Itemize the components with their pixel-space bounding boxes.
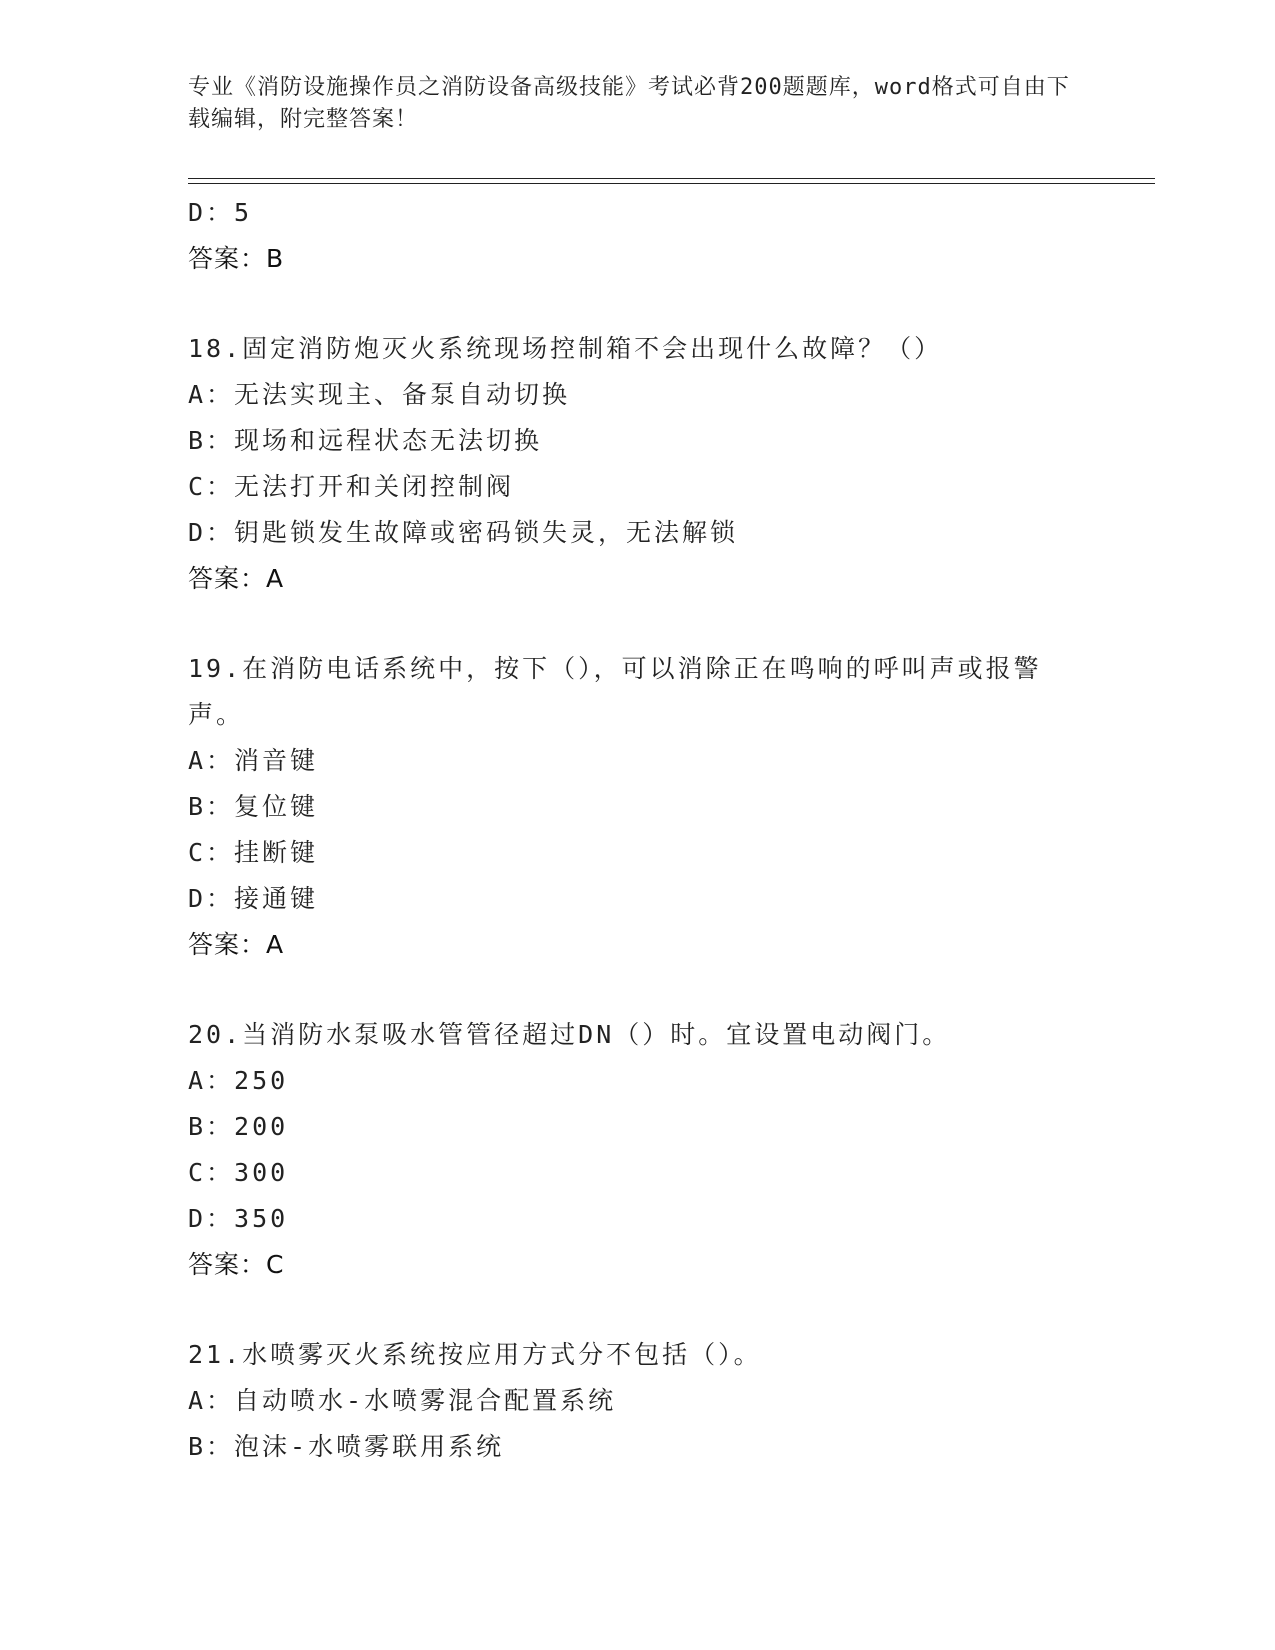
spacer: [188, 602, 1088, 646]
answer-line: 答案：C: [188, 1250, 285, 1279]
option-b: B：泡沫-水喷雾联用系统: [188, 1432, 505, 1461]
answer-line: 答案：B: [188, 244, 285, 273]
option-a: A：无法实现主、备泵自动切换: [188, 380, 571, 409]
option-c: C：无法打开和关闭控制阀: [188, 472, 515, 501]
option-d: D：350: [188, 1204, 289, 1233]
answer-line: 答案：A: [188, 930, 285, 959]
option-a: A：250: [188, 1066, 289, 1095]
option-d: D：5: [188, 198, 253, 227]
option-a: A：消音键: [188, 746, 319, 775]
option-d: D：接通键: [188, 884, 319, 913]
option-b: B：200: [188, 1112, 289, 1141]
spacer: [188, 1288, 1088, 1332]
question-stem: 19.在消防电话系统中，按下（），可以消除正在鸣响的呼叫声或报警声。: [188, 654, 1042, 729]
option-c: C：300: [188, 1158, 289, 1187]
answer-line: 答案：A: [188, 564, 285, 593]
spacer: [188, 282, 1088, 326]
header-divider-top: [188, 178, 1155, 179]
option-c: C：挂断键: [188, 838, 319, 867]
question-stem: 18.固定消防炮灭火系统现场控制箱不会出现什么故障？（）: [188, 334, 943, 363]
question-stem: 21.水喷雾灭火系统按应用方式分不包括（）。: [188, 1340, 762, 1369]
question-list: [188, 190, 1088, 1470]
spacer: [188, 968, 1088, 1012]
option-d: D：钥匙锁发生故障或密码锁失灵，无法解锁: [188, 518, 739, 547]
option-b: B：复位键: [188, 792, 319, 821]
option-b: B：现场和远程状态无法切换: [188, 426, 543, 455]
header-divider-bottom: [188, 183, 1155, 184]
question-stem: 20.当消防水泵吸水管管径超过DN（）时。宜设置电动阀门。: [188, 1020, 951, 1049]
option-a: A：自动喷水-水喷雾混合配置系统: [188, 1386, 617, 1415]
document-header: 专业《消防设施操作员之消防设备高级技能》考试必背200题题库，word格式可自由下载编辑，附完整答案！: [188, 75, 1070, 132]
